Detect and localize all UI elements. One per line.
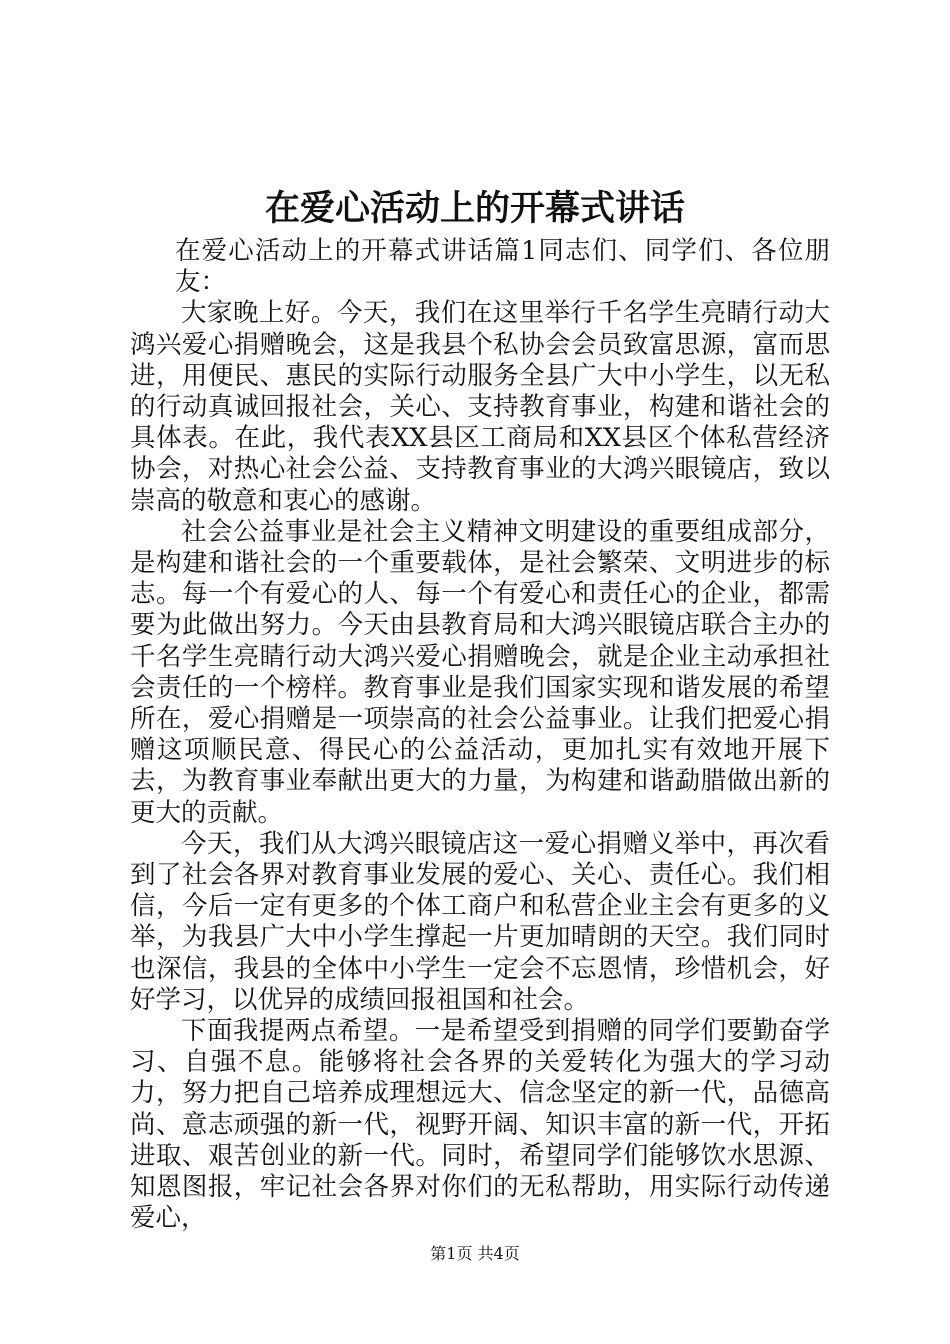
document-body <box>130 236 830 1235</box>
body-paragraph-3: 今天，我们从大鸿兴眼镜店这一爱心捐赠义举中，再次看到了社会各界对教育事业发展的爱心、关心、责任心。我们相信，今后一定有更多的个体工商户和私营企业主会有更多的义举，为我县广大中小学生撑起一片更加晴朗的天空。我们同时也深信，我县的全体中小学生一定会不忘恩情，珍惜机会，好好学习，以优异的成绩回报祖国和社会。 <box>130 828 830 1015</box>
document-title: 在爱心活动上的开幕式讲话 <box>264 188 685 229</box>
body-paragraph-2: 社会公益事业是社会主义精神文明建设的重要组成部分，是构建和谐社会的一个重要载体，是社会繁荣、文明进步的标志。每一个有爱心的人、每一个有爱心和责任心的企业，都需要为此做出努力。今天由县教育局和大鸿兴眼镜店联合主办的千名学生亮睛行动大鸿兴爱心捐赠晚会，就是企业主动承担社会责任的一个榜样。教育事业是我们国家实现和谐发展的希望所在，爱心捐赠是一项崇高的社会公益事业。让我们把爱心捐赠这项顺民意、得民心的公益活动，更加扎实有效地开展下去，为教育事业奉献出更大的力量，为构建和谐勐腊做出新的更大的贡献。 <box>130 516 830 828</box>
body-paragraph-4: 下面我提两点希望。一是希望受到捐赠的同学们要勤奋学习、自强不息。能够将社会各界的关爱转化为强大的学习动力，努力把自己培养成理想远大、信念坚定的新一代，品德高尚、意志顽强的新一代，视野开阔、知识丰富的新一代，开拓进取、艰苦创业的新一代。同时，希望同学们能够饮水思源、知恩图报，牢记社会各界对你们的无私帮助，用实际行动传递爱心， <box>130 1016 830 1234</box>
intro-paragraph: 在爱心活动上的开幕式讲话篇1同志们、同学们、各位朋友： <box>175 236 830 298</box>
page-footer: 第1页 共4页 <box>430 1244 520 1263</box>
body-paragraph-1: 大家晚上好。今天，我们在这里举行千名学生亮睛行动大鸿兴爱心捐赠晚会，这是我县个私协会会员致富思源，富而思进，用便民、惠民的实际行动服务全县广大中小学生，以无私的行动真诚回报社会，关心、支持教育事业，构建和谐社会的具体表。在此，我代表XX县区工商局和XX县区个体私营经济协会，对热心社会公益、支持教育事业的大鸿兴眼镜店，致以崇高的敬意和衷心的感谢。 <box>130 298 830 516</box>
